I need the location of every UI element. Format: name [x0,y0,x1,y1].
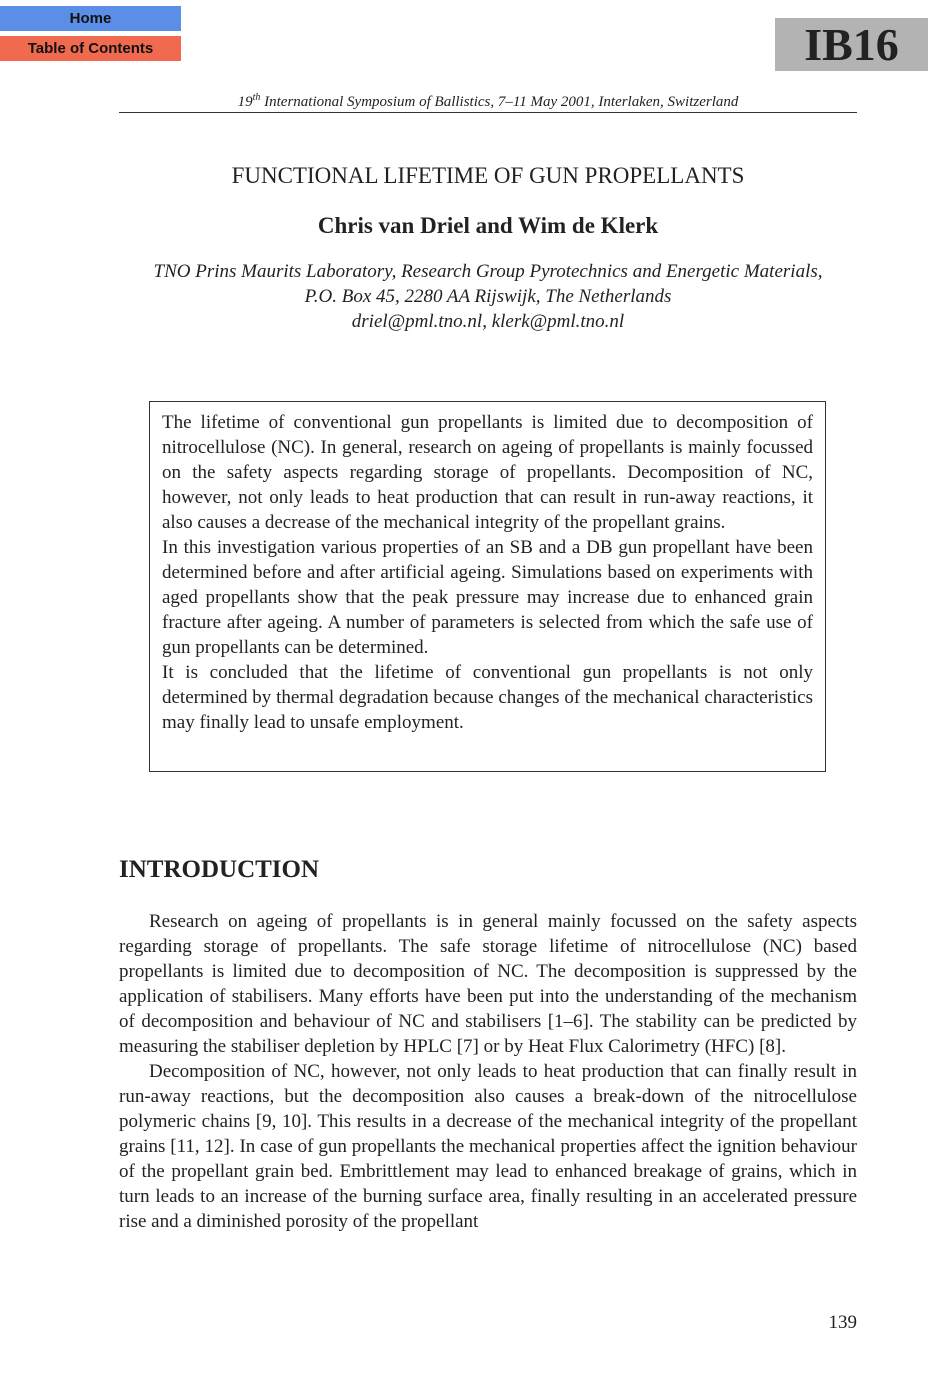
affiliation [100,259,876,334]
page-number: 139 [828,1312,857,1333]
introduction-heading: INTRODUCTION [119,856,320,883]
paper-id-badge: IB16 [775,18,928,71]
table-of-contents-button[interactable]: Table of Contents [0,36,181,61]
paper-title: FUNCTIONAL LIFETIME OF GUN PROPELLANTS [231,163,745,188]
abstract-paragraph: The lifetime of conventional gun propellants is limited due to decomposition of nitrocellulose (NC). In general, research on ageing of propellants is mainly focussed on the safety aspects regarding storage of propellants. Decomposition of NC, however, not only leads to heat production that can result in run-away reactions, it also causes a decrease of the mechanical integrity of the propellant grains. [162,412,813,533]
abstract-paragraph: It is concluded that the lifetime of conventional gun propellants is not only determined by thermal degradation because changes of the mechanical characteristics may finally lead to unsafe employment. [162,662,813,733]
abstract-paragraph: In this investigation various properties of an SB and a DB gun propellant have been determined before and after artificial ageing. Simulations based on experiments with aged propellants show that the peak pressure may increase due to enhanced grain fracture after ageing. A number of parameters is selected from which the safe use of gun propellants can be determined. [162,537,813,658]
affiliation-address: P.O. Box 45, 2280 AA Rijswijk, The Netherlands [304,286,672,307]
affiliation-institution: TNO Prins Maurits Laboratory, Research Group Pyrotechnics and Energetic Materials, [153,261,823,282]
running-head-text: International Symposium of Ballistics, 7–11 May 2001, Interlaken, Switzerland [260,94,739,110]
body-paragraph: Research on ageing of propellants is in general mainly focussed on the safety aspects regarding storage of propellants. The safe storage lifetime of nitrocellulose (NC) based propellants is limited due to decomposition of NC. The decomposition is suppressed by the application of stabilisers. Many efforts have been put into the understanding of the mechanism of decomposition and behaviour of NC and stabilisers [1–6]. The stability can be predicted by measuring the stabiliser depletion by HPLC [7] or by Heat Flux Calorimetry (HFC) [8]. [119,911,857,1057]
introduction-body [119,909,857,1234]
affiliation-emails: driel@pml.tno.nl, klerk@pml.tno.nl [351,311,625,332]
running-head-ordinal: 19 [237,94,253,110]
running-head-ordinal-suffix: th [252,92,261,103]
body-paragraph: Decomposition of NC, however, not only leads to heat production that can finally result in run-away reactions, but the decomposition also causes a break-down of the nitrocellulose polymeric chains [9, 10]. This results in a decrease of the mechanical integrity of the propellant grains [11, 12]. In case of gun propellants the mechanical properties affect the ignition behaviour of the propellant grain bed. Embrittlement may lead to enhanced breakage of grains, which in turn leads to an increase of the burning surface area, finally resulting in an accelerated pressure rise and a diminished porosity of the propellant [119,1061,857,1232]
abstract-box [149,401,826,772]
home-button[interactable]: Home [0,6,181,31]
paper-authors: Chris van Driel and Wim de Klerk [317,213,659,238]
header-rule [119,112,857,113]
running-head [119,88,857,112]
